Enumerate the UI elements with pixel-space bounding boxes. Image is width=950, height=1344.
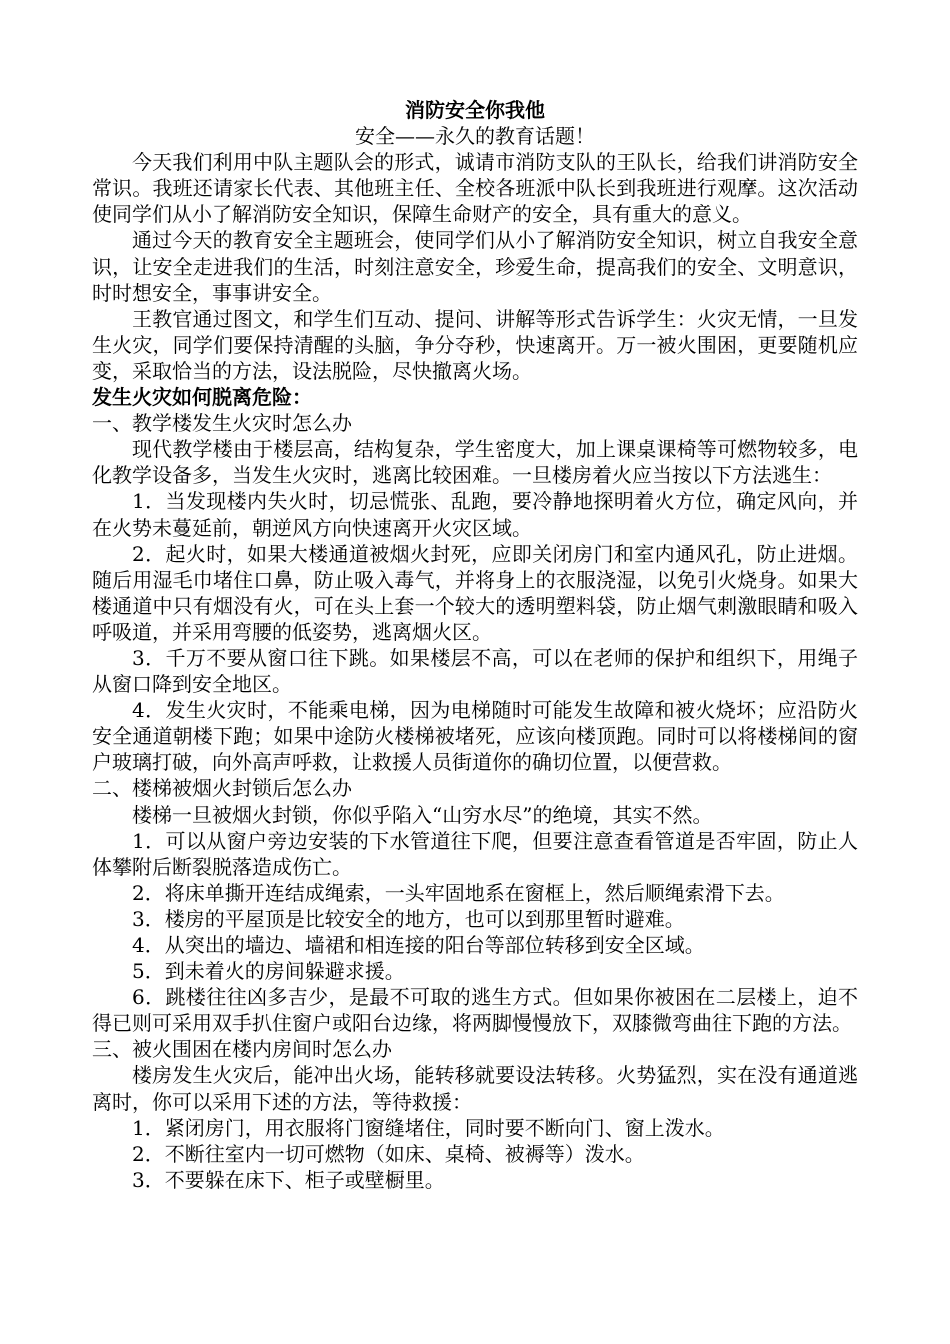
list-item: 4．从突出的墙边、墙裙和相连接的阳台等部位转移到安全区域。 xyxy=(132,933,705,957)
intro-paragraph: 王教官通过图文，和学生们互动、提问、讲解等形式告诉学生：火灾无情，一旦发生火灾，同学们要保持清醒的头脑，争分夺秒，快速离开。万一被火围困，更要随机应变，采取恰当的方法，设法脱险，尽快撤离火场。 xyxy=(92,306,858,383)
list-item: 1．可以从窗户旁边安装的下水管道往下爬，但要注意查看管道是否牢固，防止人体攀附后断裂脱落造成伤亡。 xyxy=(92,828,858,879)
intro-paragraph: 今天我们利用中队主题队会的形式，诚请市消防支队的王队长，给我们讲消防安全常识。我班还请家长代表、其他班主任、全校各班派中队长到我班进行观摩。这次活动使同学们从小了解消防安全知识，保障生命财产的安全，具有重大的意义。 xyxy=(92,150,858,227)
list-item: 3．楼房的平屋顶是比较安全的地方，也可以到那里暂时避难。 xyxy=(132,906,685,931)
section-heading: 二、楼梯被烟火封锁后怎么办 xyxy=(92,776,352,801)
document-title: 消防安全你我他 xyxy=(405,98,545,122)
section-intro: 楼梯一旦被烟火封锁，你似乎陷入“山穷水尽”的绝境，其实不然。 xyxy=(132,802,713,827)
list-item: 4．发生火灾时，不能乘电梯，因为电梯随时可能发生故障和被火烧坏；应沿防火安全通道朝楼下跑；如果中途防火楼梯被堵死，应该向楼顶跑。同时可以将楼梯间的窗户玻璃打破，向外高声呼救，让救援人员街道你的确切位置，以便营救。 xyxy=(92,698,858,775)
document-subtitle: 安全——永久的教育话题！ xyxy=(355,124,595,149)
document-page xyxy=(92,97,858,1193)
section-intro: 现代教学楼由于楼层高，结构复杂，学生密度大，加上课桌课椅等可燃物较多，电化教学设备多，当发生火灾时，逃离比较困难。一旦楼房着火应当按以下方法逃生： xyxy=(92,437,858,488)
intro-paragraph: 通过今天的教育安全主题班会，使同学们从小了解消防安全知识，树立自我安全意识，让安全走进我们的生活，时刻注意安全，珍爱生命，提高我们的安全、文明意识，时时想安全，事事讲安全。 xyxy=(92,228,858,305)
list-item: 2．将床单撕开连结成绳索，一头牢固地系在窗框上，然后顺绳索滑下去。 xyxy=(132,880,785,905)
section-heading: 一、教学楼发生火灾时怎么办 xyxy=(92,411,352,436)
list-item: 2．不断往室内一切可燃物（如床、桌椅、被褥等）泼水。 xyxy=(132,1141,645,1166)
list-item: 2．起火时，如果大楼通道被烟火封死，应即关闭房门和室内通风孔，防止进烟。随后用湿毛巾堵住口鼻，防止吸入毒气，并将身上的衣服浇湿，以免引火烧身。如果大楼通道中只有烟没有火，可在头上套一个较大的透明塑料袋，防止烟气刺激眼睛和吸入呼吸道，并采用弯腰的低姿势，逃离烟火区。 xyxy=(92,541,858,644)
list-item: 3．不要躲在床下、柜子或壁橱里。 xyxy=(132,1167,445,1192)
list-item: 1．当发现楼内失火时，切忌慌张、乱跑，要冷静地探明着火方位，确定风向，并在火势未蔓延前，朝逆风方向快速离开火灾区域。 xyxy=(92,489,858,540)
list-item: 6．跳楼往往凶多吉少，是最不可取的逃生方式。但如果你被困在二层楼上，迫不得已则可采用双手扒住窗户或阳台边缘，将两脚慢慢放下，双膝微弯曲往下跑的方法。 xyxy=(92,985,858,1036)
list-item: 3．千万不要从窗口往下跳。如果楼层不高，可以在老师的保护和组织下，用绳子从窗口降到安全地区。 xyxy=(92,645,858,697)
section-heading: 三、被火围困在楼内房间时怎么办 xyxy=(92,1037,392,1062)
list-item: 1．紧闭房门，用衣服将门窗缝堵住，同时要不断向门、窗上泼水。 xyxy=(132,1115,725,1140)
main-heading: 发生火灾如何脱离危险： xyxy=(92,385,312,410)
list-item: 5．到未着火的房间躲避求援。 xyxy=(132,959,405,984)
section-intro: 楼房发生火灾后，能冲出火场，能转移就要设法转移。火势猛烈，实在没有通道逃离时，你可以采用下述的方法，等待救援： xyxy=(92,1063,858,1114)
